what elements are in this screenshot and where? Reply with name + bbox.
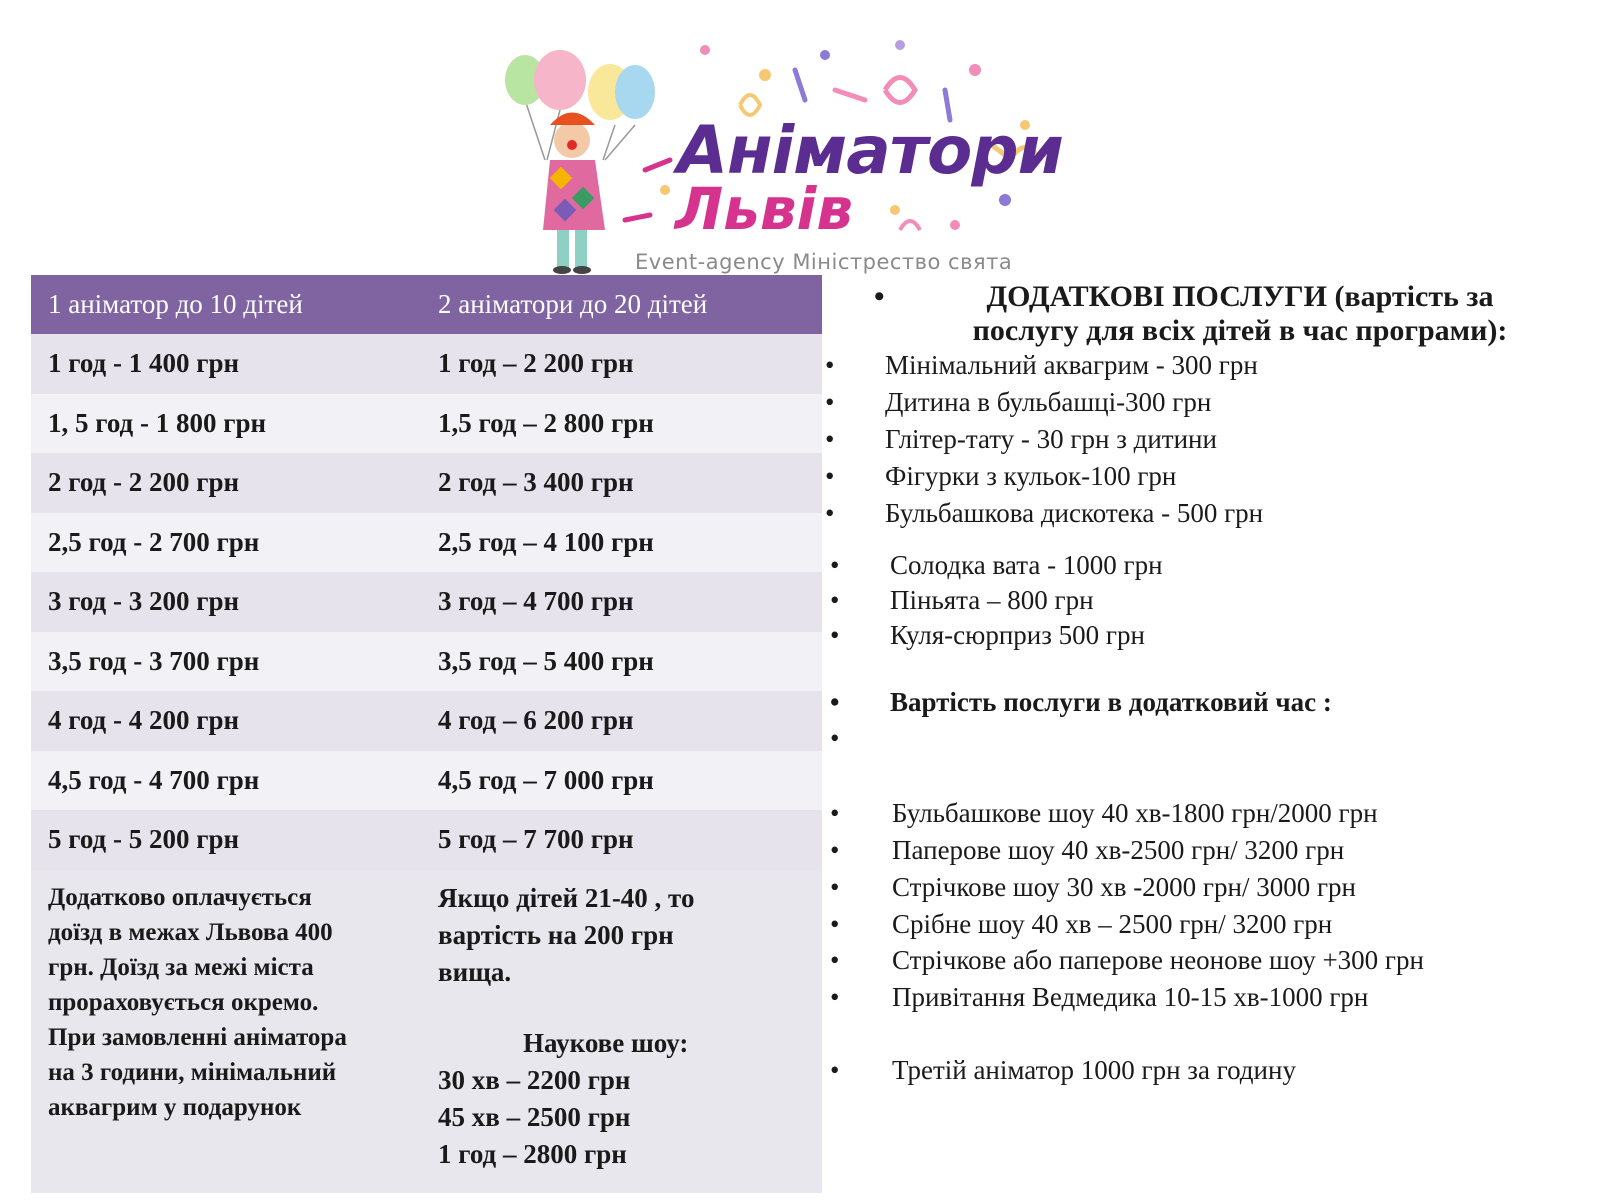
service-text: Паперове шоу 40 хв-2500 грн/ 3200 грн [892, 835, 1345, 865]
service-text: Третій аніматор 1000 грн за годину [892, 1055, 1296, 1085]
price-two-animators: 1,5 год – 2 800 грн [438, 407, 654, 438]
bullet-icon: • [830, 982, 840, 1012]
service-text: Бульбашкове шоу 40 хв-1800 грн/2000 грн [892, 798, 1378, 828]
price-one-animator: 4,5 год - 4 700 грн [48, 764, 260, 795]
service-text: Куля-сюрприз 500 грн [890, 620, 1145, 650]
note-line: вища. [438, 956, 512, 987]
note-line: аквагрим у подарунок [48, 1093, 302, 1121]
service-text: Солодка вата - 1000 грн [890, 550, 1163, 580]
header-one-animator: 1 аніматор до 10 дітей [48, 289, 303, 319]
bullet-icon: • [825, 387, 835, 417]
table-row [31, 691, 822, 751]
note-line: грн. Доїзд за межі міста [48, 953, 314, 981]
price-one-animator: 4 год - 4 200 грн [48, 705, 240, 736]
header-two-animators: 2 аніматори до 20 дітей [438, 289, 708, 319]
service-text: Піньята – 800 грн [890, 585, 1094, 615]
note-line: прораховується окремо. [48, 988, 319, 1016]
extra-time-title: Вартість послуги в додатковий час : [890, 687, 1332, 717]
price-two-animators: 2,5 год – 4 100 грн [438, 526, 654, 557]
table-notes-row [31, 870, 822, 1193]
note-line: вартість на 200 грн [438, 919, 674, 950]
bullet-icon: • [830, 798, 840, 828]
table-row [31, 810, 822, 870]
table-row [31, 572, 822, 632]
bullet-icon: • [830, 585, 840, 615]
bullet-icon: • [825, 350, 835, 380]
bullet-icon: • [830, 1055, 840, 1085]
price-one-animator: 2 год - 2 200 грн [48, 467, 240, 498]
bullet-icon: • [830, 620, 840, 650]
service-text: Мінімальний аквагрим - 300 грн [885, 350, 1258, 380]
table-header-row [31, 275, 822, 334]
note-line: При замовленні аніматора [48, 1023, 347, 1051]
price-one-animator: 5 год - 5 200 грн [48, 824, 240, 855]
bullet-icon: • [830, 945, 840, 975]
service-text: Дитина в бульбашці-300 грн [885, 387, 1212, 417]
price-two-animators: 3 год – 4 700 грн [438, 586, 634, 617]
bullet-icon: • [830, 835, 840, 865]
bullet-icon: • [830, 550, 840, 580]
service-text: Бульбашкова дискотека - 500 грн [885, 498, 1264, 528]
price-two-animators: 2 год – 3 400 грн [438, 467, 634, 498]
service-text: Привітання Ведмедика 10-15 хв-1000 грн [892, 982, 1369, 1012]
services-title-line: ДОДАТКОВІ ПОСЛУГИ (вартість за [986, 280, 1494, 313]
price-two-animators: 3,5 год – 5 400 грн [438, 645, 654, 676]
table-row [31, 751, 822, 811]
price-two-animators: 4,5 год – 7 000 грн [438, 764, 654, 795]
service-text: Стрічкове шоу 30 хв -2000 грн/ 3000 грн [892, 872, 1356, 902]
note-line: Додатково оплачується [48, 883, 312, 911]
price-one-animator: 3 год - 3 200 грн [48, 586, 240, 617]
logo [505, 30, 1095, 278]
price-table [31, 275, 822, 1193]
note-line: Якщо дітей 21-40 , то [438, 882, 695, 913]
table-row [31, 632, 822, 692]
service-text: Фігурки з кульок-100 грн [885, 461, 1177, 491]
table-row [31, 453, 822, 513]
bullet-icon: • [825, 424, 835, 454]
service-text: Стрічкове або паперове неонове шоу +300 грн [892, 945, 1424, 975]
note-line: на 3 години, мінімальний [48, 1058, 337, 1086]
bullet-icon: • [874, 280, 885, 313]
bullet-icon: • [825, 461, 835, 491]
price-one-animator: 2,5 год - 2 700 грн [48, 526, 260, 557]
services-title [874, 280, 1570, 348]
science-price: 45 хв – 2500 грн [438, 1101, 631, 1132]
group-note [426, 870, 822, 1193]
science-show-title: Наукове шоу: [523, 1027, 689, 1058]
price-one-animator: 1 год - 1 400 грн [48, 348, 240, 379]
price-two-animators: 4 год – 6 200 грн [438, 705, 634, 736]
price-one-animator: 3,5 год - 3 700 грн [48, 645, 260, 676]
note-line: доїзд в межах Львова 400 [48, 918, 333, 946]
science-price: 30 хв – 2200 грн [438, 1064, 631, 1095]
logo-word-animators: Аніматори [677, 112, 1063, 189]
price-two-animators: 1 год – 2 200 грн [438, 348, 634, 379]
services-title-line: послугу для всіх дітей в час програми): [972, 314, 1508, 347]
bullet-icon: • [825, 498, 835, 528]
bullet-icon: • [830, 687, 840, 717]
bullet-icon: • [830, 909, 840, 939]
service-text: Глітер-тату - 30 грн з дитини [885, 424, 1217, 454]
science-price: 1 год – 2800 грн [438, 1138, 627, 1169]
logo-subtitle: Event-agency Міністрество свята [635, 250, 1013, 274]
logo-word-lviv: Львів [675, 175, 854, 243]
bullet-icon: • [830, 872, 840, 902]
table-row [31, 513, 822, 573]
price-one-animator: 1, 5 год - 1 800 грн [48, 407, 267, 438]
table-row [31, 334, 822, 394]
price-two-animators: 5 год – 7 700 грн [438, 824, 634, 855]
bullet-icon: • [830, 723, 840, 753]
service-text: Срібне шоу 40 хв – 2500 грн/ 3200 грн [892, 909, 1333, 939]
table-row [31, 394, 822, 454]
travel-note [31, 870, 426, 1193]
